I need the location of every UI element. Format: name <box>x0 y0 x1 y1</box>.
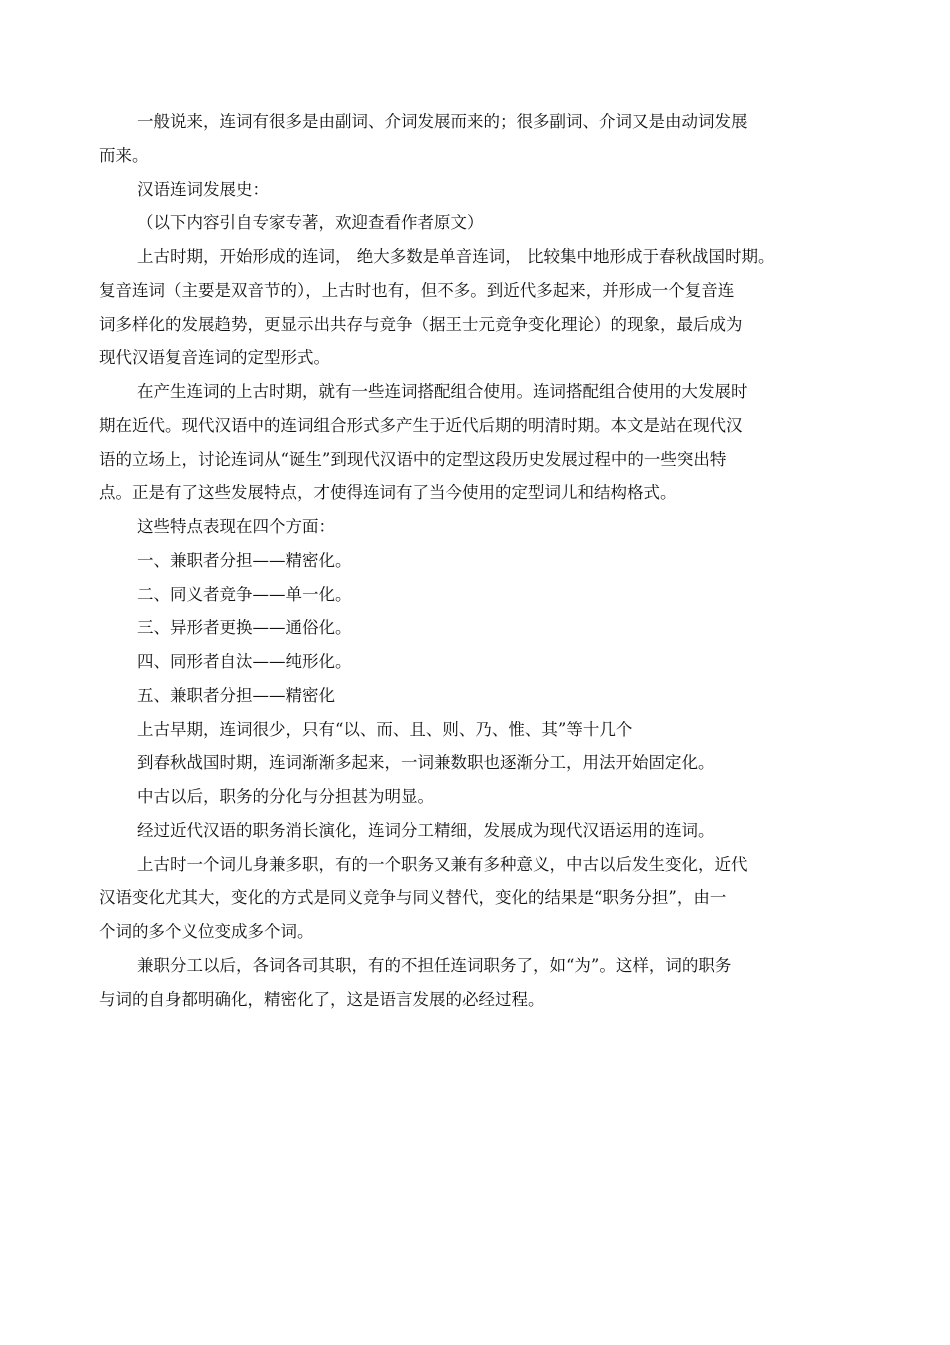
list-item: 三、异形者更换——通俗化。 <box>137 618 352 637</box>
text-line: 而来。 <box>99 146 149 165</box>
text-line: 与词的自身都明确化，精密化了，这是语言发展的必经过程。 <box>99 990 545 1009</box>
section-heading: 汉语连词发展史： <box>137 180 269 199</box>
text-line: 语的立场上，讨论连词从“诞生”到现代汉语中的定型这段历史发展过程中的一些突出特 <box>99 450 727 469</box>
text-line: 一般说来，连词有很多是由副词、介词发展而来的；很多副词、介词又是由动词发展 <box>137 112 748 131</box>
text-line: 现代汉语复音连词的定型形式。 <box>99 348 330 367</box>
text-line: 兼职分工以后，各词各司其职，有的不担任连词职务了，如“为”。这样，词的职务 <box>137 956 732 975</box>
list-item: 五、兼职者分担——精密化 <box>137 686 335 705</box>
text-line: 复音连词（主要是双音节的），上古时也有，但不多。到近代多起来，并形成一个复音连 <box>99 281 735 300</box>
text-line: 上古时期，开始形成的连词， 绝大多数是单音连词， 比较集中地形成于春秋战国时期。 <box>137 247 775 266</box>
text-line: 上古时一个词儿身兼多职，有的一个职务又兼有多种意义，中古以后发生变化，近代 <box>137 855 748 874</box>
text-line: 词多样化的发展趋势，更显示出共存与竞争（据王士元竞争变化理论）的现象，最后成为 <box>99 315 743 334</box>
text-line: 经过近代汉语的职务消长演化，连词分工精细，发展成为现代汉语运用的连词。 <box>137 821 715 840</box>
source-note: （以下内容引自专家专著，欢迎查看作者原文） <box>137 213 484 232</box>
list-item: 四、同形者自汰——纯形化。 <box>137 652 352 671</box>
text-line: 个词的多个义位变成多个词。 <box>99 922 314 941</box>
text-line: 上古早期，连词很少，只有“以、而、且、则、乃、惟、其”等十几个 <box>137 720 633 739</box>
text-line: 期在近代。现代汉语中的连词组合形式多产生于近代后期的明清时期。本文是站在现代汉 <box>99 416 743 435</box>
text-line: 到春秋战国时期，连词渐渐多起来，一词兼数职也逐渐分工，用法开始固定化。 <box>137 753 715 772</box>
text-line: 在产生连词的上古时期，就有一些连词搭配组合使用。连词搭配组合使用的大发展时 <box>137 382 748 401</box>
text-line: 中古以后，职务的分化与分担甚为明显。 <box>137 787 434 806</box>
text-line: 点。正是有了这些发展特点，才使得连词有了当今使用的定型词儿和结构格式。 <box>99 483 677 502</box>
text-line: 这些特点表现在四个方面： <box>137 517 335 536</box>
list-item: 一、兼职者分担——精密化。 <box>137 551 352 570</box>
text-line: 汉语变化尤其大，变化的方式是同义竞争与同义替代，变化的结果是“职务分担”，由一 <box>99 888 727 907</box>
list-item: 二、同义者竞争——单一化。 <box>137 585 352 604</box>
